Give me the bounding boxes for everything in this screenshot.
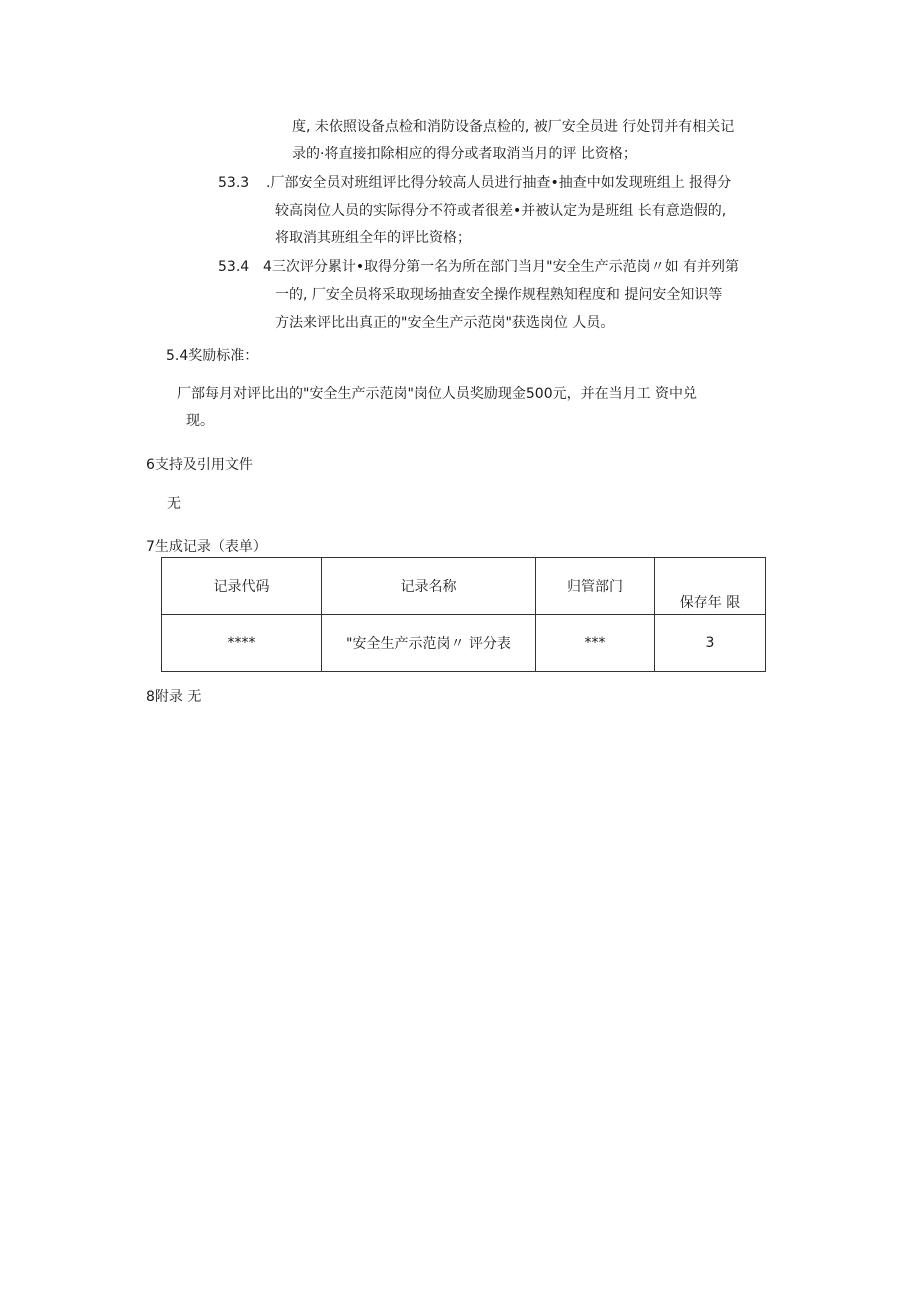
cell-department: *** bbox=[536, 615, 655, 672]
header-record-name: 记录名称 bbox=[322, 558, 536, 615]
clause-5-3-2-line2: 录的·将直接扣除相应的得分或者取消当月的评 比资格； bbox=[292, 146, 637, 162]
clause-5-3-3-line2: 较高岗位人员的实际得分不符或者很差•并被认定为是班组 长有意造假的, bbox=[275, 203, 727, 219]
clause-5-3-4-line2: 一的, 厂安全员将采取现场抽查安全操作规程熟知程度和 提问安全知识等 bbox=[275, 287, 723, 303]
section-6-heading: 6支持及引用文件 bbox=[146, 457, 253, 473]
clause-5-3-2-line1: 度, 未依照设备点检和消防设备点检的, 被厂安全员进 行处罚并有相关记 bbox=[292, 119, 735, 135]
header-retention-period-label: 保存年 限 bbox=[679, 595, 741, 611]
section-5-4-line2: 现。 bbox=[186, 413, 214, 429]
header-department: 归管部门 bbox=[536, 558, 655, 615]
clause-5-3-3-line1: .厂部安全员对班组评比得分较高人员进行抽查•抽查中如发现班组上 报得分 bbox=[266, 175, 732, 191]
header-retention-period bbox=[655, 558, 766, 615]
clause-5-3-4-line3: 方法来评比出真正的"安全生产示范岗"获选岗位 人员。 bbox=[275, 315, 615, 331]
records-table bbox=[161, 557, 766, 672]
section-5-4-heading: 5.4奖励标准： bbox=[166, 348, 259, 364]
section-6-content: 无 bbox=[167, 496, 181, 512]
clause-5-3-3-line3: 将取消其班组全年的评比资格； bbox=[275, 230, 471, 246]
section-5-4-line1: 厂部每月对评比出的"安全生产示范岗"岗位人员奖励现金500元，并在当月工 资中兑 bbox=[177, 386, 698, 402]
clause-5-3-4-number: 53.4 bbox=[218, 259, 250, 275]
clause-5-3-3-number: 53.3 bbox=[218, 175, 250, 191]
table-row bbox=[162, 615, 766, 672]
clause-5-3-4-line1: 4三次评分累计•取得分第一名为所在部门当月"安全生产示范岗〃如 有并列第 bbox=[263, 259, 740, 275]
header-record-code: 记录代码 bbox=[162, 558, 322, 615]
table-header-row bbox=[162, 558, 766, 615]
cell-record-code: **** bbox=[162, 615, 322, 672]
section-8-heading: 8附录 无 bbox=[146, 689, 202, 705]
cell-retention-period: 3 bbox=[655, 615, 766, 672]
section-7-heading: 7生成记录（表单） bbox=[146, 539, 267, 555]
cell-record-name: "安全生产示范岗〃 评分表 bbox=[322, 615, 536, 672]
